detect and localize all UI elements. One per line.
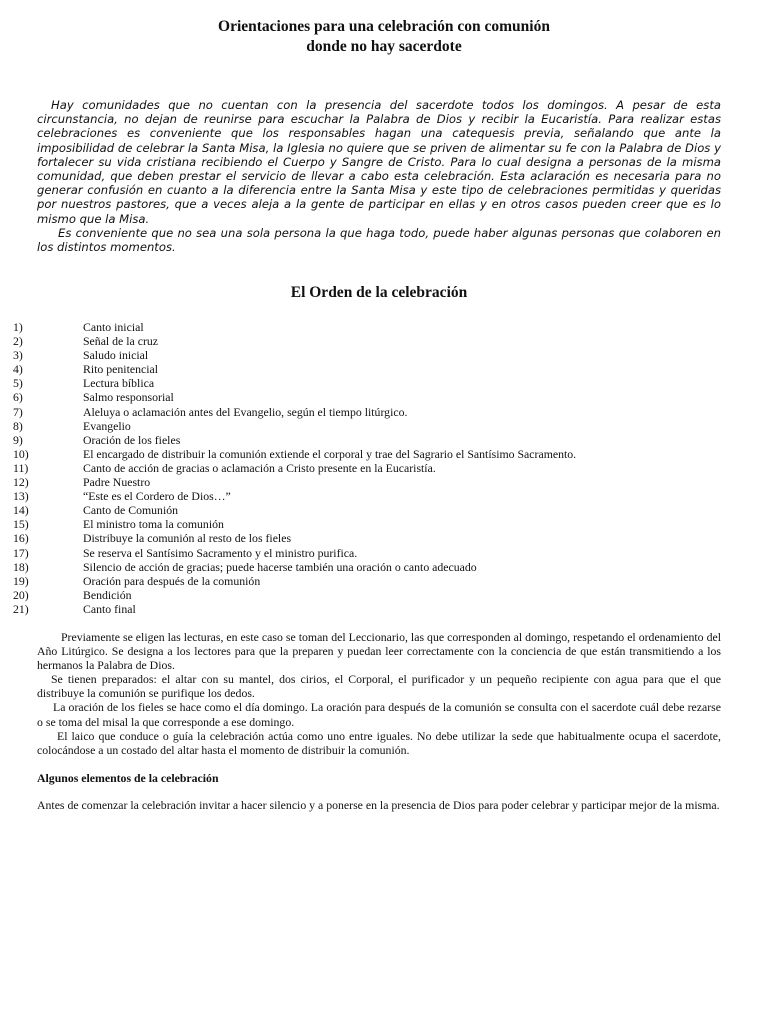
item-number: 16) [13, 531, 29, 546]
list-item [13, 348, 753, 362]
item-text: Señal de la cruz [83, 334, 159, 349]
item-number: 21) [13, 601, 29, 616]
item-text: Oración para después de la comunión [83, 573, 261, 588]
list-item [13, 461, 753, 475]
item-text: Aleluya o aclamación antes del Evangelio, según el tiempo litúrgico. [83, 404, 408, 419]
item-text: Lectura bíblica [83, 376, 155, 391]
item-text: Distribuye la comunión al resto de los fieles [83, 531, 292, 546]
title-line-1: Orientaciones para una celebración con comunión [218, 18, 550, 35]
item-number: 6) [13, 390, 23, 405]
body-paragraph-3: La oración de los fieles se hace como el día domingo. La oración para después de la comunión se consulta con el sacerdote cuál debe rezarse o se toma del misal la que corresponde a ese domingo. [37, 700, 721, 729]
list-item [13, 588, 753, 602]
item-text: Canto de Comunión [83, 503, 179, 518]
body-paragraph-4: El laico que conduce o guía la celebración actúa como uno entre iguales. No debe utilizar la sede que habitualmente ocupa el sacerdote, colocándose a un costado del altar hasta el momento de distribuir la comunión. [37, 728, 721, 757]
item-text: Bendición [83, 587, 132, 602]
item-text: Silencio de acción de gracias; puede hacerse también una oración o canto adecuado [83, 559, 477, 574]
item-number: 4) [13, 362, 23, 377]
list-item [13, 517, 753, 531]
item-text: Saludo inicial [83, 348, 149, 363]
item-number: 13) [13, 489, 29, 504]
item-text: Canto inicial [83, 320, 144, 334]
item-text: Oración de los fieles [83, 432, 181, 447]
list-item [13, 320, 753, 334]
list-item [13, 574, 753, 588]
body-paragraph-1: Previamente se eligen las lecturas, en este caso se toman del Leccionario, las que corresponden al domingo, respetando el ordenamiento del Año Litúrgico. Se designa a los lectores para que la preparen y puedan leer correctamente con la conciencia de que están transmitiendo a los hermanos la Palabra de Dios. [37, 630, 721, 673]
list-item [13, 503, 753, 517]
preparation-section [37, 630, 721, 757]
item-text: Se reserva el Santísimo Sacramento y el ministro purifica. [83, 545, 358, 560]
item-number: 12) [13, 475, 29, 490]
list-item [13, 433, 753, 447]
list-item [13, 405, 753, 419]
item-number: 11) [13, 460, 29, 475]
item-number: 15) [13, 517, 29, 532]
list-item [13, 419, 753, 433]
list-item [13, 489, 753, 503]
celebration-order-list [13, 320, 753, 616]
item-number: 3) [13, 348, 23, 363]
list-item [13, 602, 753, 616]
list-item [13, 546, 753, 560]
item-number: 8) [13, 418, 23, 433]
intro-paragraph-2: Es conveniente que no sea una sola persona la que haga todo, puede haber algunas personas que colaboren en los distintos momentos. [37, 225, 721, 255]
item-text: Canto final [83, 601, 136, 616]
item-text: El ministro toma la comunión [83, 517, 224, 532]
item-number: 7) [13, 404, 23, 419]
item-number: 18) [13, 559, 29, 574]
item-text: El encargado de distribuir la comunión extiende el corporal y trae del Sagrario el Santísimo Sacramento. [83, 446, 577, 461]
intro-section [37, 98, 721, 254]
section-title-order: El Orden de la celebración [290, 284, 468, 301]
item-text: Rito penitencial [83, 362, 159, 377]
list-item [13, 560, 753, 574]
list-item [13, 376, 753, 390]
subheading-elements: Algunos elementos de la celebración [37, 771, 219, 785]
list-item [13, 447, 753, 461]
body-paragraph-2: Se tienen preparados: el altar con su mantel, dos cirios, el Corporal, el purificador y un pequeño recipiente con agua para que el que distribuye la comunión se purifique los dedos. [37, 672, 721, 701]
item-number: 19) [13, 573, 29, 588]
item-text: Padre Nuestro [83, 475, 151, 490]
list-item [13, 390, 753, 404]
item-number: 2) [13, 334, 23, 349]
list-item [13, 531, 753, 545]
item-number: 14) [13, 503, 29, 518]
list-item [13, 334, 753, 348]
item-text: Salmo responsorial [83, 390, 174, 405]
item-number: 9) [13, 432, 23, 447]
item-text: “Este es el Cordero de Dios…” [83, 489, 231, 504]
item-number: 1) [13, 320, 23, 334]
title-line-2: donde no hay sacerdote [306, 38, 462, 55]
list-item [13, 475, 753, 489]
intro-paragraph-1: Hay comunidades que no cuentan con la presencia del sacerdote todos los domingos. A pesar de esta circunstancia, no dejan de reunirse para escuchar la Palabra de Dios y recibir la Eucaristía. Para realizar estas celebraciones es conveniente que los responsables hagan una catequesis previa, señalando que ante la imposibilidad de celebrar la Santa Misa, la Iglesia no quiere que se priven de alimentar su fe con la Palabra de Dios y fortalecer su vida cristiana recibiendo el Cuerpo y Sangre de Cristo. Para lo cual designa a personas de la misma comunidad, que deben prestar el servicio de llevar a cabo esta celebración. Esta aclaración es necesaria para no generar confusión en cuanto a la diferencia entre la Santa Misa y este tipo de celebraciones permitidas y queridas por nuestros pastores, que a veces aleja a la gente de participar en ellas y en otros casos pueden creer que es lo mismo que la Misa. [37, 98, 721, 226]
document-title [0, 17, 768, 57]
item-text: Evangelio [83, 418, 131, 433]
item-number: 17) [13, 545, 29, 560]
list-item [13, 362, 753, 376]
item-number: 10) [13, 446, 29, 461]
item-text: Canto de acción de gracias o aclamación a Cristo presente en la Eucaristía. [83, 460, 436, 475]
item-number: 20) [13, 587, 29, 602]
item-number: 5) [13, 376, 23, 391]
closing-paragraph: Antes de comenzar la celebración invitar a hacer silencio y a ponerse en la presencia de Dios para poder celebrar y participar mejor de la misma. [37, 798, 720, 812]
